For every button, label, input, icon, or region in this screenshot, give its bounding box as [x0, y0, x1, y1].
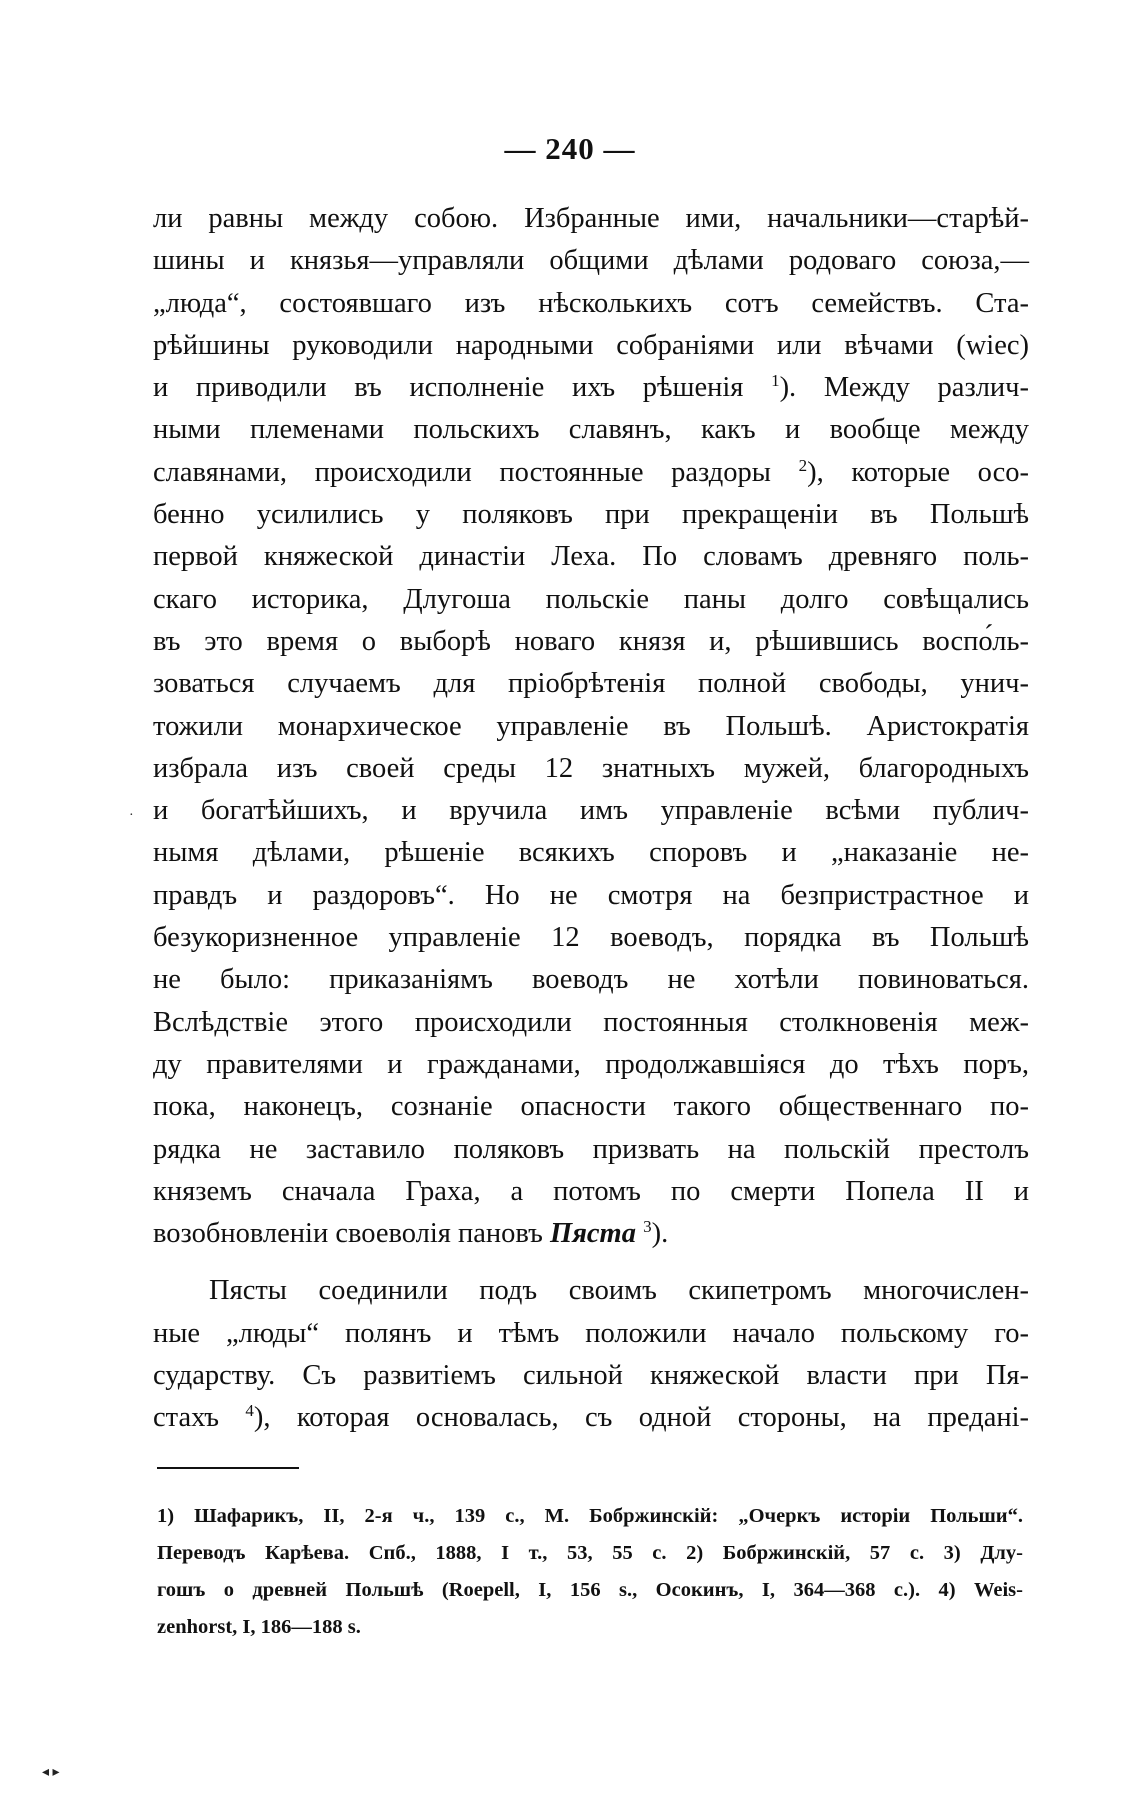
text-line: рѣйшины руководили народными собраніями или вѣчами (wiec): [153, 329, 1029, 361]
footnotes: [157, 1498, 1023, 1646]
text-segment: стахъ: [153, 1402, 220, 1434]
footnote-line: 1) Шафарикъ, II, 2-я ч., 139 с., М. Бобржинскій: „Очеркъ исторіи Польши“.: [157, 1505, 1023, 1527]
text-line: и богатѣйшихъ, и вручила имъ управленіе всѣми публич-: [153, 795, 1029, 827]
text-line: [153, 1213, 1029, 1255]
text-line: „люда“, состоявшаго изъ нѣсколькихъ сотъ семействъ. Ста-: [153, 287, 1029, 319]
footnote-divider: [157, 1467, 299, 1469]
text-line: зоваться случаемъ для пріобрѣтенія полной свободы, унич-: [153, 668, 1029, 700]
page-number: — 240 —: [504, 131, 636, 166]
text-line: ные „люды“ полянъ и тѣмъ положили начало польскому го-: [153, 1317, 1029, 1349]
text-segment: ), которые осо-: [807, 456, 1029, 488]
text-line: нымя дѣлами, рѣшеніе всякихъ споровъ и „наказаніе не-: [153, 837, 1029, 869]
text-line: тожили монархическое управленіе въ Польшѣ. Аристократія: [153, 710, 1029, 742]
footnote-line: гошъ о древней Польшѣ (Roepell, I, 156 s., Осокинъ, I, 364—368 с.). 4) Weis-: [157, 1579, 1023, 1601]
text-line: ду правителями и гражданами, продолжавшіяся до тѣхъ поръ,: [153, 1048, 1029, 1080]
text-segment: ). Между различ-: [779, 372, 1029, 404]
text-line: безукоризненное управленіе 12 воеводъ, порядка въ Польшѣ: [153, 922, 1029, 954]
footnote-ref: 3: [643, 1217, 652, 1237]
text-line: не было: приказаніямъ воеводъ не хотѣли повиноваться.: [153, 964, 1029, 996]
margin-dot: ·: [129, 808, 134, 823]
main-text: [153, 198, 1029, 1440]
text-line: первой княжеской династіи Леха. По словамъ древняго поль-: [153, 541, 1029, 573]
text-line: Вслѣдствіе этого происходили постоянныя столкновенія меж-: [153, 1006, 1029, 1038]
text-line: княземъ сначала Граха, а потомъ по смерти Попела II и: [153, 1175, 1029, 1207]
footnote-ref: 2: [798, 455, 808, 475]
text-segment: возобновленіи своеволія пановъ: [153, 1218, 543, 1250]
text-line: рядка не заставило поляковъ призвать на польскій престолъ: [153, 1133, 1029, 1165]
text-line: Пясты соединили подъ своимъ скипетромъ многочислен-: [209, 1275, 1029, 1307]
arrow-marks-icon: ◂ ▸: [42, 1765, 60, 1780]
text-line: шины и князья—управляли общими дѣлами родоваго союза,—: [153, 245, 1029, 277]
text-line: избрала изъ своей среды 12 знатныхъ мужей, благородныхъ: [153, 752, 1029, 784]
text-line: пока, наконецъ, сознаніе опасности такого общественнаго по-: [153, 1091, 1029, 1123]
text-line: ными племенами польскихъ славянъ, какъ и вообще между: [153, 414, 1029, 446]
text-line: бенно усилились у поляковъ при прекращеніи въ Польшѣ: [153, 499, 1029, 531]
text-line: въ это время о выборѣ новаго князя и, рѣшившись воспо́ль-: [153, 625, 1029, 657]
text-line: [153, 1397, 1029, 1439]
text-line: ли равны между собою. Избранные ими, начальники—старѣй-: [153, 203, 1029, 234]
text-segment: ).: [651, 1218, 669, 1250]
text-line: скаго историка, Длугоша польскіе паны долго совѣщались: [153, 583, 1029, 615]
footnote-line: zenhorst, I, 186—188 s.: [157, 1616, 361, 1638]
footnote-ref: 4: [245, 1401, 254, 1421]
footnote-ref: 1: [771, 371, 780, 391]
text-segment: ), которая основалась, съ одной стороны, на преданi-: [253, 1402, 1030, 1434]
footnote-line: Переводъ Карѣева. Спб., 1888, I т., 53, 55 с. 2) Бобржинскій, 57 с. 3) Длу-: [157, 1542, 1023, 1564]
text-segment: славянами, происходили постоянные раздоры: [153, 456, 771, 488]
text-line: [153, 452, 1029, 494]
italic-word: Пяста: [550, 1218, 636, 1250]
text-segment: и приводили въ исполненіе ихъ рѣшенія: [153, 372, 744, 404]
text-line: сударству. Съ развитіемъ сильной княжеской власти при Пя-: [153, 1360, 1029, 1392]
text-line: правдъ и раздоровъ“. Но не смотря на безпристрастное и: [153, 879, 1029, 911]
text-line: [153, 367, 1029, 409]
